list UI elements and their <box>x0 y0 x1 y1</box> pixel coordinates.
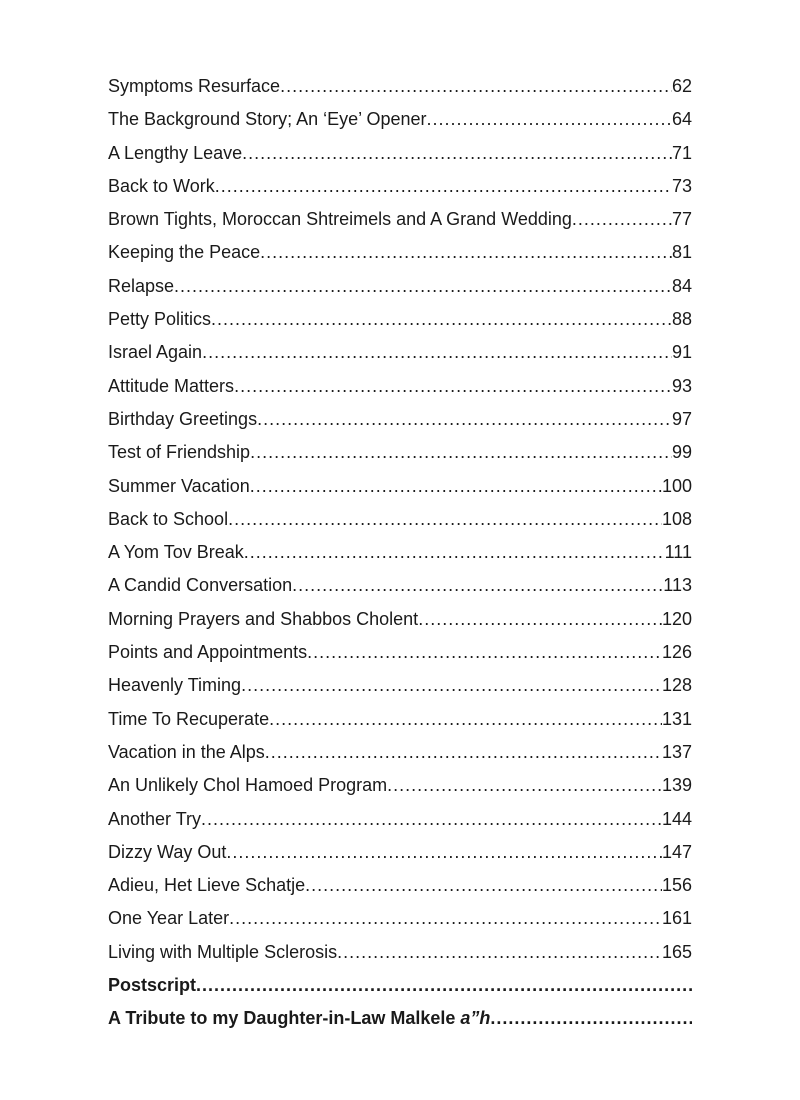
toc-entry-title: Israel Again <box>108 342 203 363</box>
toc-entry-title: Postscript <box>108 975 197 996</box>
toc-leader-dots <box>257 403 672 436</box>
toc-leader-dots <box>211 303 672 336</box>
toc-leader-dots <box>269 703 662 736</box>
toc-leader-dots <box>572 203 672 236</box>
toc-entry-page: 165 <box>661 941 692 962</box>
table-of-contents <box>108 70 692 1036</box>
toc-entry <box>108 836 692 869</box>
toc-entry <box>108 137 692 170</box>
toc-entry-page: 62 <box>671 76 692 96</box>
toc-entry-title: Petty Politics <box>108 309 212 330</box>
toc-entry <box>108 569 692 602</box>
toc-entry-title: Symptoms Resurface <box>108 76 281 96</box>
toc-entry-page: 156 <box>661 875 692 896</box>
toc-leader-dots <box>242 137 672 170</box>
toc-entry <box>108 769 692 802</box>
toc-entry-page: 108 <box>661 508 692 529</box>
toc-entry-title: The Background Story; An ‘Eye’ Opener <box>108 109 427 130</box>
toc-entry-title: A Yom Tov Break <box>108 542 244 563</box>
toc-entry-page: 77 <box>671 209 692 230</box>
toc-entry-title: Another Try <box>108 808 202 829</box>
toc-entry-page: 139 <box>661 775 692 796</box>
toc-entry-title: Dizzy Way Out <box>108 841 227 862</box>
toc-entry-title-text: A Tribute to my Daughter-in-Law Malkele <box>108 1008 456 1029</box>
toc-entry-title <box>108 1002 490 1035</box>
toc-entry-page: 64 <box>671 109 692 130</box>
toc-leader-dots <box>196 969 692 1002</box>
toc-entry-title: Time To Recuperate <box>108 708 270 729</box>
toc-entry <box>108 70 692 103</box>
toc-entry <box>108 636 692 669</box>
toc-entry <box>108 470 692 503</box>
toc-entry-title: A Candid Conversation <box>108 575 293 596</box>
toc-entry-page: 91 <box>671 342 692 363</box>
toc-entry-title: Vacation in the Alps <box>108 741 265 762</box>
toc-leader-dots <box>215 170 672 203</box>
toc-entry-title: Keeping the Peace <box>108 242 261 263</box>
toc-entry-title-suffix: a”h <box>460 1008 491 1029</box>
toc-leader-dots <box>228 503 662 536</box>
toc-entry-title: Morning Prayers and Shabbos Cholent <box>108 608 419 629</box>
toc-entry <box>108 503 692 536</box>
toc-entry-title: Living with Multiple Sclerosis <box>108 941 338 962</box>
toc-leader-dots <box>202 336 672 369</box>
toc-entry-page: 131 <box>661 708 692 729</box>
toc-leader-dots <box>387 769 662 802</box>
toc-entry <box>108 403 692 436</box>
toc-leader-dots <box>490 1002 692 1035</box>
toc-entry-page: 100 <box>661 475 692 496</box>
toc-entry-page: 113 <box>663 575 692 596</box>
toc-entry <box>108 869 692 902</box>
toc-entry-title: Test of Friendship <box>108 442 251 463</box>
toc-leader-dots <box>250 470 662 503</box>
toc-entry-postscript <box>108 969 692 1002</box>
toc-entry <box>108 270 692 303</box>
toc-entry <box>108 303 692 336</box>
toc-entry-title: Birthday Greetings <box>108 408 258 429</box>
toc-entry <box>108 536 692 569</box>
toc-entry <box>108 703 692 736</box>
toc-entry <box>108 436 692 469</box>
toc-entry <box>108 936 692 969</box>
toc-entry-page: 126 <box>661 642 692 663</box>
toc-entry <box>108 902 692 935</box>
toc-leader-dots <box>280 70 672 103</box>
toc-entry <box>108 236 692 269</box>
toc-entry <box>108 736 692 769</box>
toc-entry-title: An Unlikely Chol Hamoed Program <box>108 775 388 796</box>
toc-entry-title: Back to Work <box>108 175 215 196</box>
toc-entry-title: A Lengthy Leave <box>108 142 243 163</box>
toc-leader-dots <box>244 536 665 569</box>
toc-entry-title: Adieu, Het Lieve Schatje <box>108 875 306 896</box>
toc-leader-dots <box>307 636 662 669</box>
toc-leader-dots <box>305 869 662 902</box>
toc-leader-dots <box>229 902 662 935</box>
toc-entry-tribute <box>108 1002 692 1035</box>
toc-leader-dots <box>234 370 672 403</box>
toc-leader-dots <box>337 936 662 969</box>
toc-entry-page: 147 <box>661 841 692 862</box>
toc-entry-page: 144 <box>661 808 692 829</box>
toc-entry <box>108 103 692 136</box>
toc-entry-page: 137 <box>661 741 692 762</box>
toc-entry-page: 73 <box>671 175 692 196</box>
toc-entry-page: 93 <box>671 375 692 396</box>
toc-entry <box>108 370 692 403</box>
toc-entry-title: Attitude Matters <box>108 375 235 396</box>
toc-leader-dots <box>418 603 662 636</box>
toc-leader-dots <box>201 803 662 836</box>
toc-entry-page: 84 <box>671 275 692 296</box>
toc-entry-page: 71 <box>671 142 692 163</box>
toc-entry-page: 99 <box>671 442 692 463</box>
toc-leader-dots <box>250 436 672 469</box>
toc-entry-page: 120 <box>661 608 692 629</box>
toc-leader-dots <box>292 569 663 602</box>
toc-leader-dots <box>174 270 672 303</box>
toc-entry-page: 97 <box>671 408 692 429</box>
toc-entry-title: Relapse <box>108 275 175 296</box>
toc-entry-page: 161 <box>661 908 692 929</box>
toc-leader-dots <box>226 836 662 869</box>
toc-entry <box>108 603 692 636</box>
toc-entry <box>108 669 692 702</box>
toc-entry-page: 111 <box>664 542 692 563</box>
toc-entry-title: Heavenly Timing <box>108 675 242 696</box>
toc-entry <box>108 203 692 236</box>
toc-entry-page: 128 <box>661 675 692 696</box>
toc-entry-page: 88 <box>671 309 692 330</box>
toc-leader-dots <box>427 103 672 136</box>
toc-entry <box>108 170 692 203</box>
toc-entry-title: One Year Later <box>108 908 230 929</box>
toc-leader-dots <box>265 736 662 769</box>
toc-entry-title: Points and Appointments <box>108 642 308 663</box>
toc-leader-dots <box>260 236 672 269</box>
toc-leader-dots <box>241 669 662 702</box>
toc-entry-page: 81 <box>671 242 692 263</box>
toc-entry <box>108 803 692 836</box>
toc-entry-title: Back to School <box>108 508 229 529</box>
toc-entry <box>108 336 692 369</box>
toc-entry-title: Brown Tights, Moroccan Shtreimels and A Grand Wedding <box>108 209 572 230</box>
toc-entry-title: Summer Vacation <box>108 475 250 496</box>
